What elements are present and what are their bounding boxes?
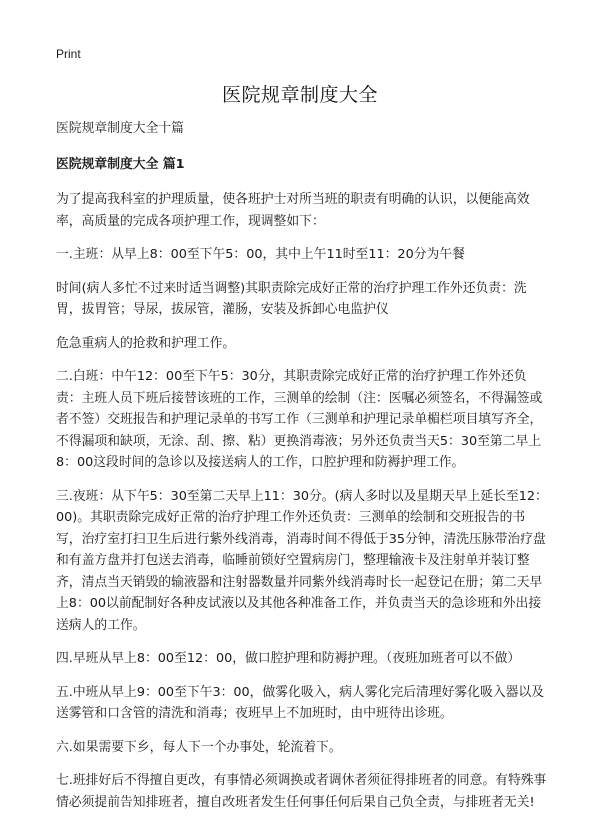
paragraph-main-shift: 一.主班：从早上8：00至下午5：00，其中上午11时至11：20分为午餐	[56, 247, 465, 262]
paragraph-countryside: 六.如果需要下乡，每人下一个办事处，轮流着下。	[56, 739, 342, 755]
intro-paragraph: 为了提高我科室的护理质量，使各班护士对所当班的职责有明确的认识，以便能高效率，高质量的完成各项护理工作，现调整如下：	[56, 192, 530, 229]
paragraph-main-shift-duties: 时间(病人多忙不过来时适当调整)其职责除完成好正常的治疗护理工作外还负责：洗胃，拔胃管；导尿，拔尿管，灌肠，安装及拆卸心电监护仪	[56, 280, 527, 317]
paragraph-day-shift: 二.白班：中午12：00至下午5：30分，其职责除完成好正常的治疗护理工作外还负责：主班人员下班后接替该班的工作，三测单的绘制（注：医嘱必须签名，不得漏签或者不签）交班报告和护理记录单的书写工作（三测单和护理记录单楣栏项目填写齐全，不得漏项和缺项，无涂、刮、擦、粘）更换消毒液；另外还负责当天5：30至第二早上8：00这段时间的急诊以及接送病人的工作，口腔护理和防褥护理工作。	[56, 369, 543, 470]
paragraph-emergency-care: 危急重病人的抢救和护理工作。	[56, 335, 236, 351]
section-heading: 医院规章制度大全 篇1	[56, 156, 185, 172]
paragraph-schedule-rules: 七.班排好后不得擅自更改，有事情必须调换或者调休者须征得排班者的同意。有特殊事情必须提前告知排班者，擅自改班者发生任何事任何后果自己负全责，与排班者无关!	[56, 773, 547, 810]
document-subtitle: 医院规章制度大全十篇	[56, 121, 184, 136]
paragraph-night-shift: 三.夜班：从下午5：30至第二天早上11：30分。(病人多时以及星期天早上延长至12：00)。其职责除完成好正常的治疗护理工作外还负责：三测单的绘制和交班报告的书写，治疗室打扫卫生后进行紫外线消毒，消毒时间不得低于35分钟，清洗压脉带治疗盘和有盖方盘并打包送去消毒，临睡前锁好空置病房门，整理输液卡及注射单并装订整齐，清点当天销毁的输液器和注射器数量并同紫外线消毒时长一起登记在册；第二天早上8：00以前配制好各种皮试液以及其他各种准备工作，并负责当天的急诊班和外出接送病人的工作。	[56, 488, 548, 633]
print-link[interactable]: Print	[56, 47, 81, 61]
document-body	[56, 118, 550, 825]
page-title: 医院规章制度大全	[221, 84, 378, 106]
paragraph-early-shift: 四.早班从早上8：00至12：00，做口腔护理和防褥护理。（夜班加班者可以不做）	[56, 651, 521, 666]
paragraph-middle-shift: 五.中班从早上9：00至下午3：00，做雾化吸入，病人雾化完后清理好雾化吸入器以及送雾管和口含管的清洗和消毒；夜班早上不加班时，由中班待出诊班。	[56, 684, 545, 721]
